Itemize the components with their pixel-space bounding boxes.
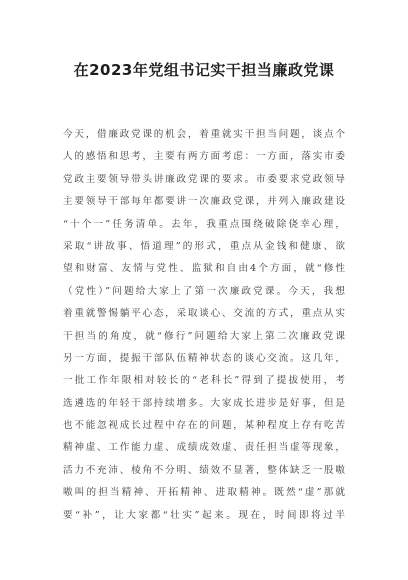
paragraph-line: 一批工作年限相对较长的“老科长”得到了提拔使用，考 [63,375,345,387]
paragraph-line: 今天，借廉政党课的机会，着重就实干担当问题，谈点个 [63,129,345,140]
paragraph-line: 采取“讲故事、悟道理”的形式，重点从金钱和健康、欲 [63,240,345,252]
paragraph-line: 望和财富、友情与党性、监狱和自由4个方面，就“修性 [63,263,345,275]
paragraph-line: 嗷叫的担当精神、开拓精神、进取精神。既然“虚”那就 [63,487,345,499]
paragraph-line: 干担当的角度，就“修行”问题给大家上第二次廉政党课 [63,330,345,342]
paragraph-line: 活力不充沛、棱角不分明、绩效不显著，整体缺乏一股嗷 [63,464,345,476]
paragraph-line: 着重就警惕躺平心态，采取谈心、交流的方式，重点从实 [63,308,345,320]
paragraph-line: 人的感悟和思考，主要有两方面考虑：一方面，落实市委 [63,151,345,163]
paragraph-line: 选遴选的年轻干部持续增多。大家成长进步是好事，但是 [63,397,345,409]
paragraph-line: 要“补”，让大家都“壮实”起来。现在，时间即将过半 [63,509,345,521]
paragraph-line: “十个一”任务清单。去年，我重点围绕破除侥幸心理， [63,218,345,230]
paragraph-line: （党性）”问题给大家上了第一次廉政党课。今天，我想 [63,285,345,297]
paragraph-line: 精神虚、工作能力虚、成绩成效虚、责任担当虚等现象， [63,442,345,454]
paragraph-line: 也不能忽视成长过程中存在的问题，某种程度上存有吃苦 [63,420,345,432]
document-title: 在2023年党组书记实干担当廉政党课 [73,61,335,79]
document-body [63,124,345,527]
paragraph-line: 另一方面，提振干部队伍精神状态的谈心交流。这几年， [63,352,345,364]
paragraph-line: 党政主要领导带头讲廉政党课的要求。市委要求党政领导 [63,173,345,185]
paragraph-line: 主要领导干部每年都要讲一次廉政党课，并列入廉政建设 [63,196,345,208]
